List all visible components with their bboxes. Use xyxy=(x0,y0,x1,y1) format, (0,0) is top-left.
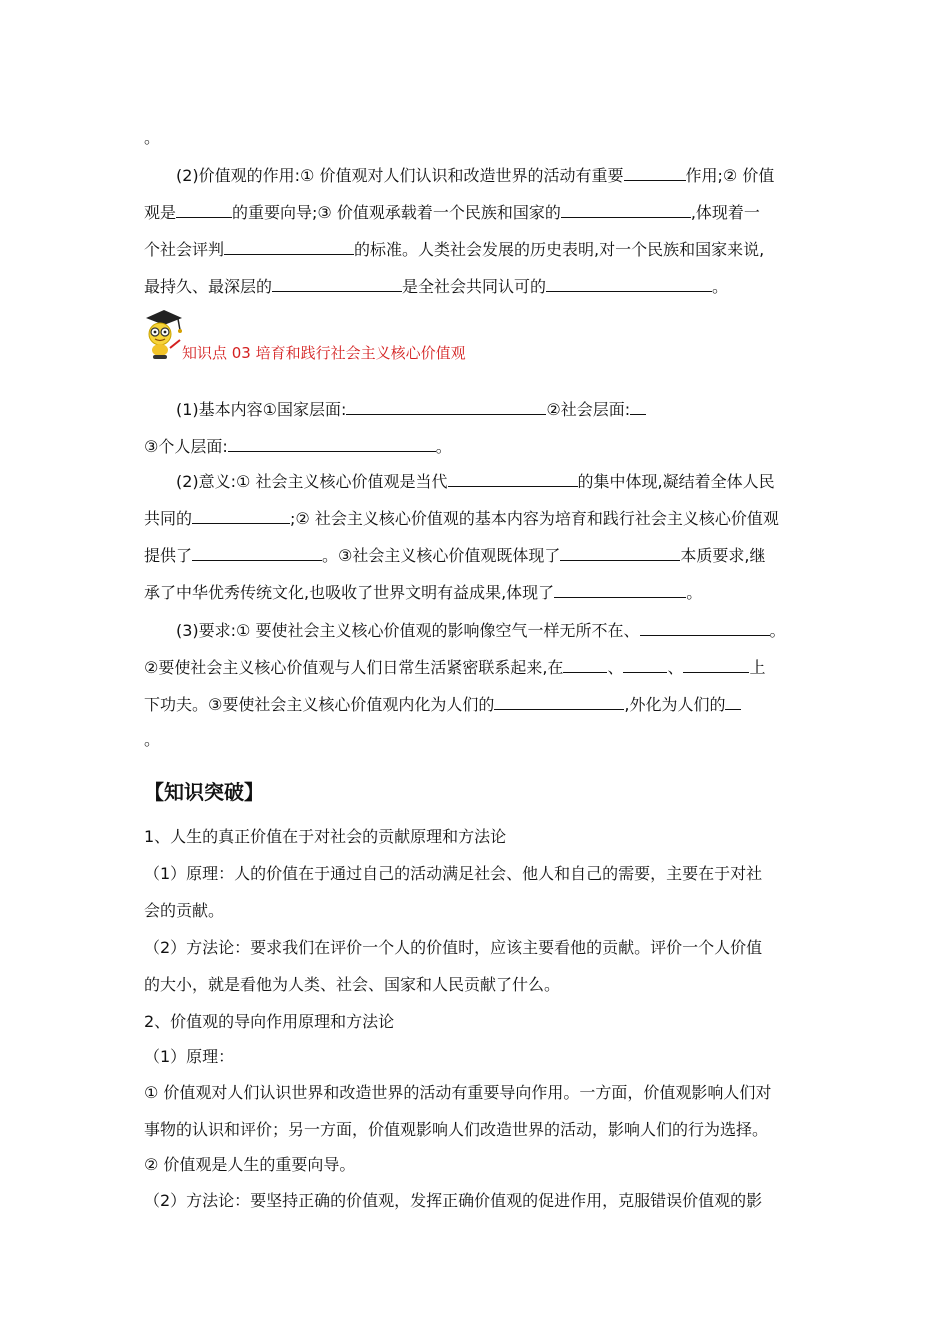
text-run: 。 xyxy=(144,730,161,749)
fill-blank[interactable] xyxy=(623,656,667,673)
text-run: 作用;② 价值 xyxy=(685,166,775,185)
text-run: 共同的 xyxy=(144,509,193,528)
text-run: (2)价值观的作用:① 价值观对人们认识和改造世界的活动有重要 xyxy=(176,166,624,185)
text-run: 的标准。人类社会发展的历史表明,对一个民族和国家来说, xyxy=(354,240,765,259)
fill-blank[interactable] xyxy=(554,581,686,598)
text-run: ②社会层面: xyxy=(546,400,631,419)
fill-blank[interactable] xyxy=(272,275,402,292)
body-line: ① 价值观对人们认识世界和改造世界的活动有重要导向作用。一方面，价值观影响人们对 xyxy=(144,1083,772,1102)
k2-line-2 xyxy=(144,507,779,529)
fill-blank[interactable] xyxy=(560,544,680,561)
text-run: 上 xyxy=(749,658,766,677)
text-run: 的集中体现,凝结着全体人民 xyxy=(577,472,775,491)
k1-line-2 xyxy=(144,435,452,457)
body-line: （1）原理：人的价值在于通过自己的活动满足社会、他人和自己的需要，主要在于对社 xyxy=(144,864,763,883)
k2-line-3 xyxy=(144,544,765,566)
leading-period xyxy=(144,128,160,148)
text-run: 承了中华优秀传统文化,也吸收了世界文明有益成果,体现了 xyxy=(144,583,555,602)
text-run: 最持久、最深层的 xyxy=(144,277,273,296)
fill-blank[interactable] xyxy=(640,619,770,636)
text-run: ,外化为人们的 xyxy=(624,695,726,714)
k2-line-1 xyxy=(176,470,775,492)
text-run: (3)要求:① 要使社会主义核心价值观的影响像空气一样无所不在、 xyxy=(176,621,640,640)
text-run: 。③社会主义核心价值观既体现了 xyxy=(322,546,561,565)
body-line: 1、人生的真正价值在于对社会的贡献原理和方法论 xyxy=(144,827,507,846)
body-line: （2）方法论：要坚持正确的价值观，发挥正确价值观的促进作用，克服错误价值观的影 xyxy=(144,1191,763,1210)
text-run: 下功夫。③要使社会主义核心价值观内化为人们的 xyxy=(144,695,495,714)
text-run: ;② 社会主义核心价值观的基本内容为培育和践行社会主义核心价值观 xyxy=(290,509,779,528)
fill-blank[interactable] xyxy=(346,398,546,415)
k3-line-3 xyxy=(144,693,741,715)
text-run: ②要使社会主义核心价值观与人们日常生活紧密联系起来,在 xyxy=(144,658,564,677)
text-run: 是全社会共同认可的 xyxy=(402,277,547,296)
text-run: 观是 xyxy=(144,203,177,222)
section-heading: 【知识突破】 xyxy=(144,780,264,804)
fill-blank[interactable] xyxy=(546,275,712,292)
fill-blank[interactable] xyxy=(192,544,322,561)
text-run: (1)基本内容①国家层面: xyxy=(176,400,347,419)
scholar-mascot-icon xyxy=(140,306,184,362)
fill-blank[interactable] xyxy=(624,164,686,181)
text-run: 。 xyxy=(769,621,786,640)
text-run: 。 xyxy=(712,277,729,296)
k3-line-4 xyxy=(144,730,160,750)
body-line: 2、价值观的导向作用原理和方法论 xyxy=(144,1012,395,1031)
k2-line-4 xyxy=(144,581,702,603)
p2-line-2 xyxy=(144,201,760,223)
text-run: 。 xyxy=(686,583,703,602)
body-line: 事物的认识和评价；另一方面，价值观影响人们改造世界的活动，影响人们的行为选择。 xyxy=(144,1120,769,1139)
fill-blank[interactable] xyxy=(630,398,646,415)
fill-blank[interactable] xyxy=(192,507,290,524)
body-line: （2）方法论：要求我们在评价一个人的价值时，应该主要看他的贡献。评价一个人价值 xyxy=(144,938,763,957)
text-run: ③个人层面: xyxy=(144,437,228,456)
fill-blank[interactable] xyxy=(725,693,741,710)
text-run: 。 xyxy=(435,437,452,456)
text-run: 、 xyxy=(667,658,684,677)
text-run: 个社会评判 xyxy=(144,240,225,259)
p2-line-3 xyxy=(144,238,764,260)
p2-line-1 xyxy=(176,164,774,186)
text-run: 本质要求,继 xyxy=(680,546,766,565)
body-line: 会的贡献。 xyxy=(144,901,225,920)
text-run: 、 xyxy=(607,658,624,677)
fill-blank[interactable] xyxy=(563,656,607,673)
p2-line-4 xyxy=(144,275,728,297)
fill-blank[interactable] xyxy=(494,693,624,710)
text-run: 提供了 xyxy=(144,546,193,565)
period-text: 。 xyxy=(144,128,161,147)
k1-line-1 xyxy=(176,398,646,420)
fill-blank[interactable] xyxy=(224,238,354,255)
text-run: ,体现着一 xyxy=(690,203,760,222)
knowledge-point-title: 知识点 03 培育和践行社会主义核心价值观 xyxy=(182,344,466,362)
text-run: (2)意义:① 社会主义核心价值观是当代 xyxy=(176,472,448,491)
body-line: 的大小，就是看他为人类、社会、国家和人民贡献了什么。 xyxy=(144,975,561,994)
fill-blank[interactable] xyxy=(228,435,436,452)
fill-blank[interactable] xyxy=(683,656,749,673)
k3-line-1 xyxy=(176,619,786,641)
k3-line-2 xyxy=(144,656,765,678)
body-line: （1）原理： xyxy=(144,1047,235,1066)
fill-blank[interactable] xyxy=(448,470,578,487)
text-run: 的重要向导;③ 价值观承载着一个民族和国家的 xyxy=(232,203,561,222)
fill-blank[interactable] xyxy=(176,201,232,218)
fill-blank[interactable] xyxy=(561,201,691,218)
body-line: ② 价值观是人生的重要向导。 xyxy=(144,1155,356,1174)
